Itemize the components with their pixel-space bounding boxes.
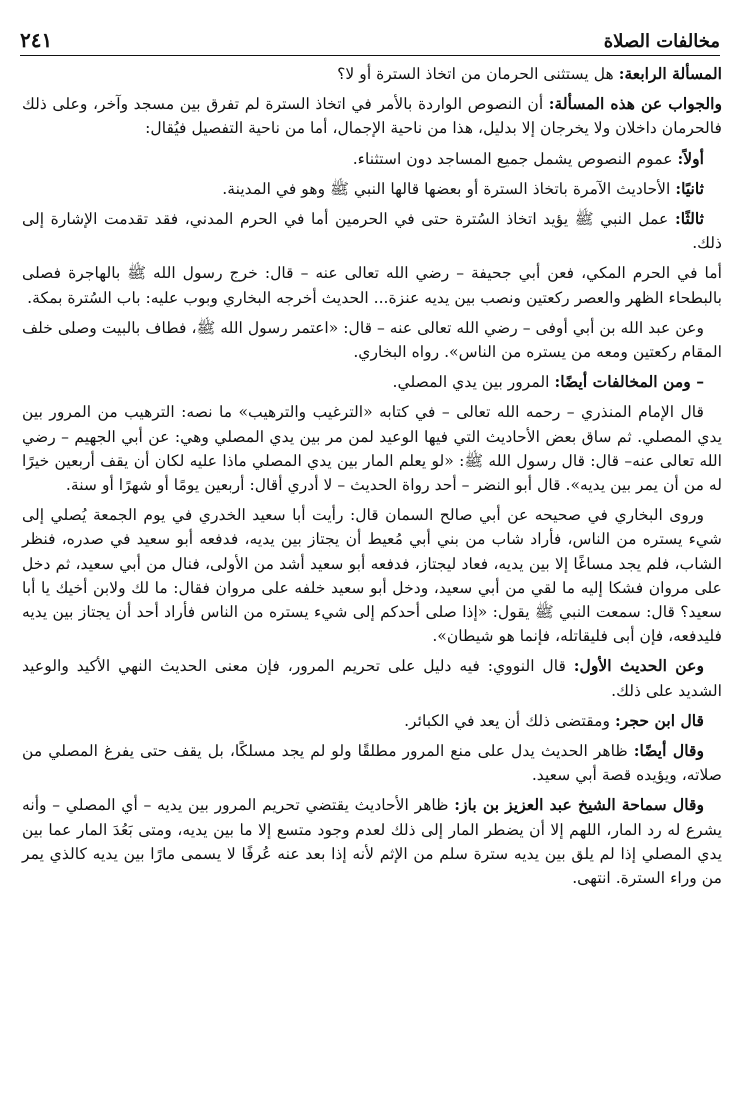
paragraph-lead: المسألة الرابعة: [618, 64, 722, 83]
paragraph-lead: وقال أيضًا: [633, 741, 704, 761]
paragraph-text: أن النصوص الواردة بالأمر في اتخاذ السترة لم تفرق بين مسجد وآخر، وعلى ذلك فالحرمان داخلان ولا يخرجان إلا بدليل، هذا من ناحية الإجمال، أما من ناحية التفصيل فيُقال: [22, 95, 722, 138]
paragraph-mundhiri [22, 400, 722, 497]
paragraph-lead: وعن الحديث الأول: [573, 656, 704, 676]
paragraph-text: عموم النصوص يشمل جميع المساجد دون استثناء. [352, 149, 678, 168]
paragraph-text: عمل النبي ﷺ يؤيد اتخاذ السُترة حتى في الحرمين أما في الحرم المدني، فقد تقدمت الإشارة إلى ذلك. [22, 210, 722, 253]
paragraph-makki [22, 261, 722, 309]
paragraph-lead: وقال سماحة الشيخ عبد العزيز بن باز: [454, 795, 704, 815]
paragraph-bukhari [22, 503, 722, 648]
paragraph-lead: قال ابن حجر: [614, 710, 704, 730]
paragraph-answer [22, 92, 722, 140]
paragraph-text: الأحاديث الآمرة باتخاذ السترة أو بعضها قالها النبي ﷺ وهو في المدينة. [222, 179, 676, 198]
paragraph-lead: والجواب عن هذه المسألة: [548, 94, 722, 114]
paragraph-text: ظاهر الحديث يدل على منع المرور مطلقًا ولو لم يجد مسلكًا، بل يقف حتى يفرغ المصلي من صلاته، ويؤيده قصة أبي سعيد. [22, 742, 722, 785]
text-body [22, 62, 722, 896]
paragraph-lead: – ومن المخالفات أيضًا: [554, 372, 704, 392]
paragraph-text: قال النووي: فيه دليل على تحريم المرور، فإن معنى الحديث النهي الأكيد والوعيد الشديد على ذلك. [22, 657, 722, 700]
paragraph-second-point [22, 177, 722, 201]
paragraph-third-point [22, 207, 722, 255]
paragraph-ibn-hajar-also [22, 739, 722, 787]
page-header [20, 22, 720, 56]
paragraph-lead: أولاً: [677, 148, 704, 168]
paragraph-violation [22, 370, 722, 394]
page-number: ٢٤١ [20, 28, 53, 52]
paragraph-text: وعن عبد الله بن أبي أوفى – رضي الله تعالى عنه – قال: «اعتمر رسول الله ﷺ، فطاف بالبيت وصلى خلف المقام ركعتين ومعه من يستره من الناس». رواه البخاري. [22, 318, 722, 362]
paragraph-text: هل يستثنى الحرمان من اتخاذ السترة أو لا؟ [337, 65, 619, 83]
paragraph-first-point [22, 147, 722, 171]
paragraph-ibn-baz [22, 793, 722, 890]
paragraph-text: وروى البخاري في صحيحه عن أبي صالح السمان قال: رأيت أبا سعيد الخدري في يوم الجمعة يُصلي إلى شيء يستره من الناس، فأراد شاب من بني أبي مُعيط أن يجتاز بين يديه، فدفعه أبو سعيد في صدره، فنظر الشاب، فلم يجد مساغًا إلا بين يديه، فعاد ليجتاز، فدفعه أبو سعيد أشد من الأولى، فنال من أبي سعيد، ثم دخل على مروان فشكا إليه ما لقي من أبي سعيد، ودخل أبو سعيد خلفه على مروان فقال: ما لك ولابن أخيك يا أبا سعيد؟ قال: سمعت النبي ﷺ يقول: «إذا صلى أحدكم إلى شيء يستره من الناس فأراد أحد أن يجتاز بين يديه فليدفعه، فإن أبى فليقاتله، فإنما هو شيطان». [22, 506, 722, 646]
paragraph-text: المرور بين يدي المصلي. [392, 373, 555, 392]
paragraph-text: أما في الحرم المكي، فعن أبي جحيفة – رضي الله تعالى عنه – قال: خرج رسول الله ﷺ بالهاجرة فصلى بالبطحاء الظهر والعصر ركعتين ونصب بين يديه عنزة... الحديث أخرجه البخاري وبوب عليه: باب السُترة بمكة. [22, 264, 722, 307]
paragraph-text: ومقتضى ذلك أن يعد في الكبائر. [404, 711, 615, 730]
paragraph-text: ظاهر الأحاديث يقتضي تحريم المرور بين يديه – أي المصلي – وأنه يشرع له رد المار، اللهم إلا أن يضطر المار إلى ذلك لعدم وجود متسع إلا ما بين يديه، ومتى بَعُدَ المار عما بين يدي المصلي إذا لم يلق بين يديه سترة سلم من الإثم لأنه إذا بعد عنه عُرفًا لا يسمى مارًا بين يديه كالذي يمر من وراء السترة. انتهى. [22, 796, 722, 888]
paragraph-nawawi [22, 654, 722, 702]
paragraph-abdullah [22, 316, 722, 364]
paragraph-question [22, 62, 722, 86]
paragraph-ibn-hajar [22, 709, 722, 733]
running-title: مخالفات الصلاة [603, 31, 720, 52]
paragraph-lead: ثانيًا: [675, 178, 704, 198]
paragraph-text: قال الإمام المنذري – رحمه الله تعالى – في كتابه «الترغيب والترهيب» ما نصه: الترهيب من المرور بين يدي المصلي. ثم ساق بعض الأحاديث التي فيها الوعيد لمن مر بين يدي المصلي وهي: عن أبي الجهيم – رضي الله تعالى عنه– قال: قال رسول الله ﷺ: «لو يعلم المار بين يدي المصلي ماذا عليه لكان أن يقف أربعين خيرًا له من أن يمر بين يديه». قال أبو النضر – أحد رواة الحديث – لا أدري أقال: أربعين يومًا أو شهرًا أو سنة. [22, 403, 722, 495]
paragraph-lead: ثالثًا: [674, 209, 704, 229]
